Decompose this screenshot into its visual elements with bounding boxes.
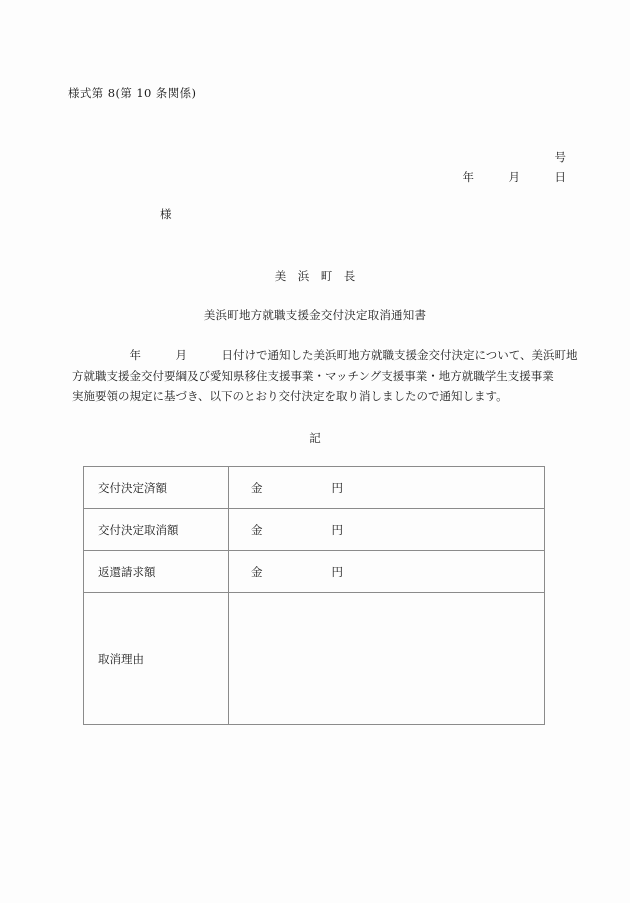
table-row-value[interactable] [229,593,545,725]
issuer-name: 美 浜 町 長 [274,269,356,283]
document-title: 美浜町地方就職支援金交付決定取消通知書 [203,308,427,322]
body-line-2: 方就職支援金交付要綱及び愛知県移住支援事業・マッチング支援事業・地方就職学生支援事業 [72,368,554,383]
table-row [84,593,545,725]
table-row-label: 交付決定済額 [84,467,229,509]
document-date-line: 年 月 日 [462,170,566,184]
form-number-header: 様式第 8(第 10 条関係) [68,86,197,100]
table-row-label: 取消理由 [84,593,229,725]
table-row [84,509,545,551]
document-meta-block [463,147,567,187]
table-row [84,551,545,593]
table-row-value[interactable]: 金 円 [229,509,545,551]
ki-marker: 記 [309,431,321,445]
body-paragraph [72,345,578,407]
body-line-1: 年 月 日付けで通知した美浜町地方就職支援金交付決定について、美浜町地 [72,348,578,362]
addressee-line: 様 [160,207,172,221]
table-row [84,467,545,509]
table-row-label: 返還請求額 [84,551,229,593]
table-row-label: 交付決定取消額 [84,509,229,551]
document-number-line: 号 [554,150,566,164]
body-line-3: 実施要領の規定に基づき、以下のとおり交付決定を取り消しましたので通知します。 [72,389,508,403]
table-row-value[interactable]: 金 円 [229,467,545,509]
table-row-value[interactable]: 金 円 [229,551,545,593]
amount-table [83,466,545,725]
